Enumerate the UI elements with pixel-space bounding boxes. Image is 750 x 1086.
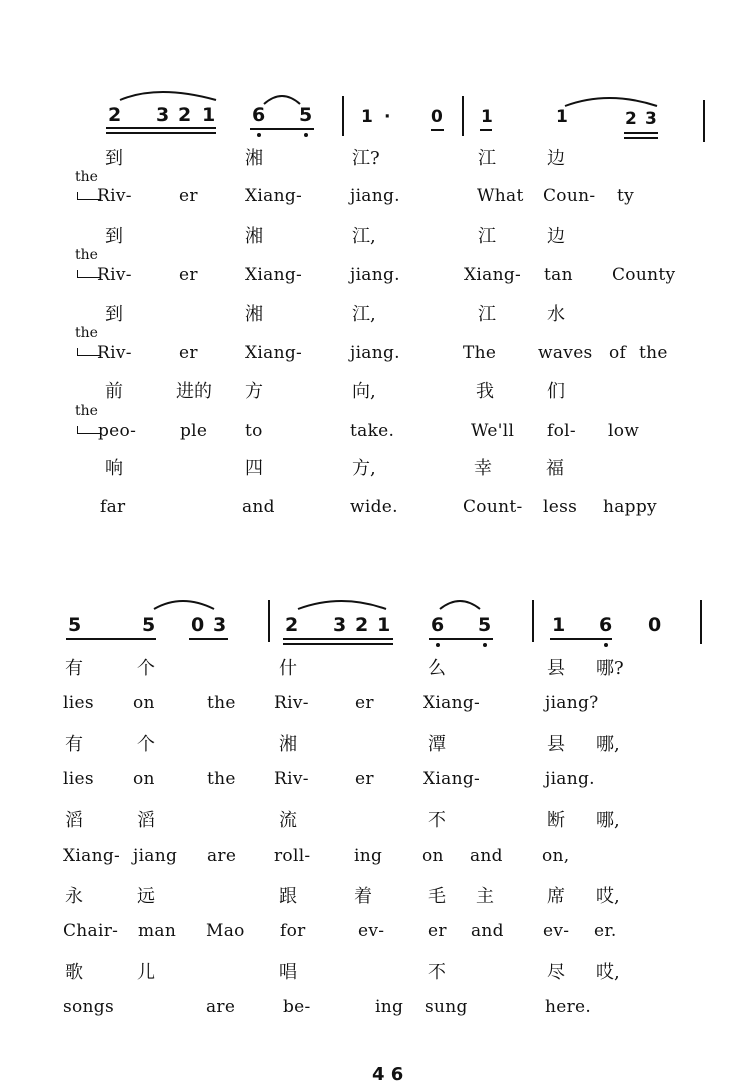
note: 2 [108, 104, 122, 126]
lyric-en: er [179, 343, 198, 363]
lyric-cn: 福 [546, 458, 564, 479]
lyric-en: Riv- [97, 343, 132, 363]
lyric-en: ing [354, 846, 383, 866]
lyric-en: County [612, 265, 676, 285]
underline [550, 638, 612, 640]
lyric-en: jiang? [545, 693, 599, 713]
underline [250, 128, 314, 130]
lyric-cn: 到 [105, 148, 123, 169]
bracket-mark [77, 426, 100, 434]
lyric-cn: 响 [105, 458, 123, 479]
lyric-en: are [207, 846, 237, 866]
bar-line [342, 96, 344, 136]
lyric-en: Xiang- [464, 265, 522, 285]
note: 1 [202, 104, 216, 126]
slur-mark [152, 597, 216, 611]
lyric-cn: 唱 [279, 962, 297, 983]
note: 1 [552, 614, 566, 636]
low-octave-dot [304, 133, 308, 137]
note: 1 [481, 107, 493, 127]
lyric-en: lies [63, 693, 94, 713]
lyric-cn: 湘 [279, 734, 297, 755]
lyric-cn: 到 [105, 226, 123, 247]
lyric-cn: 江 [478, 148, 496, 169]
note: 1 [377, 614, 391, 636]
lyric-en: ple [180, 421, 208, 441]
double-underline [624, 132, 658, 139]
lyric-en: We'll [471, 421, 515, 441]
page-number-text: 4 6 [372, 1064, 404, 1085]
lyric-cn: 湘 [245, 226, 263, 247]
lyric-en: Riv- [97, 186, 132, 206]
lyric-en: Riv- [97, 265, 132, 285]
lyric-cn: 哎, [596, 886, 620, 907]
lyric-en: on, [542, 846, 570, 866]
lyric-en: jiang. [350, 186, 400, 206]
lyric-cn: 个 [137, 658, 155, 679]
note: 1 [361, 107, 373, 127]
lyric-en: sung [425, 997, 468, 1017]
lyric-cn: 席 [547, 886, 565, 907]
lyric-cn: 江 [478, 304, 496, 325]
lyric-the: the [75, 325, 98, 341]
note: 3 [213, 614, 227, 636]
lyric-the: the [75, 169, 98, 185]
lyric-cn: 边 [547, 148, 565, 169]
lyric-cn: 哪, [596, 810, 620, 831]
lyric-cn: 幸 [474, 458, 492, 479]
lyric-en: the [207, 693, 236, 713]
lyric-en: Xiang- [423, 769, 481, 789]
lyric-en: Xiang- [245, 265, 303, 285]
lyric-cn: 着 [354, 886, 372, 907]
underline [66, 638, 156, 640]
lyric-en: Chair- [63, 921, 119, 941]
lyric-cn: 哪? [596, 658, 624, 679]
lyric-cn: 县 [547, 734, 565, 755]
lyric-cn: 个 [137, 734, 155, 755]
lyric-cn: 滔 [137, 810, 155, 831]
bar-line [268, 600, 270, 642]
lyric-en: and [242, 497, 275, 517]
lyric-en: peo- [98, 421, 137, 441]
lyric-en: far [100, 497, 126, 517]
lyric-en: Xiang- [63, 846, 121, 866]
lyric-cn: 边 [547, 226, 565, 247]
lyric-en: lies [63, 769, 94, 789]
lyric-en: happy [603, 497, 657, 517]
lyric-en: Riv- [274, 769, 309, 789]
lyric-en: waves [538, 343, 593, 363]
lyric-en: the [207, 769, 236, 789]
double-underline [106, 127, 216, 134]
lyric-cn: 尽 [547, 962, 565, 983]
lyric-en: The [463, 343, 497, 363]
slur-mark [438, 597, 482, 611]
note: 3 [156, 104, 170, 126]
slur-mark [262, 92, 302, 106]
note: 3 [333, 614, 347, 636]
page-number [372, 1064, 404, 1085]
note: 3 [645, 109, 657, 129]
lyric-cn: 我 [476, 381, 494, 402]
slur-mark [563, 94, 659, 108]
lyric-cn: 什 [279, 658, 297, 679]
lyric-cn: 江, [352, 304, 376, 325]
underline [431, 129, 444, 131]
lyric-en: are [206, 997, 236, 1017]
underline [429, 638, 493, 640]
lyric-cn: 哎, [596, 962, 620, 983]
lyric-cn: 向, [352, 381, 376, 402]
lyric-en: er. [594, 921, 617, 941]
lyric-cn: 方, [352, 458, 376, 479]
lyric-cn: 方 [245, 381, 263, 402]
lyric-en: and [470, 846, 503, 866]
note: 1 [556, 107, 568, 127]
lyric-cn: 远 [137, 886, 155, 907]
lyric-cn: 进的 [176, 381, 212, 402]
lyric-en: Riv- [274, 693, 309, 713]
lyric-en: What [477, 186, 524, 206]
lyric-en: of [609, 343, 627, 363]
lyric-cn: 们 [547, 381, 565, 402]
lyric-en: and [471, 921, 504, 941]
underline [189, 638, 228, 640]
lyric-en: Xiang- [245, 186, 303, 206]
rest: 0 [191, 614, 205, 636]
lyric-en: er [355, 693, 374, 713]
lyric-en: on [422, 846, 444, 866]
double-underline [283, 638, 393, 645]
lyric-cn: 毛 [428, 886, 446, 907]
dot-augmentation: · [384, 107, 391, 127]
lyric-cn: 不 [428, 962, 446, 983]
bar-line [700, 600, 702, 644]
low-octave-dot [257, 133, 261, 137]
lyric-cn: 湘 [245, 148, 263, 169]
lyric-en: the [639, 343, 668, 363]
note: 2 [178, 104, 192, 126]
lyric-en: jiang [133, 846, 178, 866]
lyric-cn: 有 [65, 734, 83, 755]
low-octave-dot [436, 643, 440, 647]
slur-mark [296, 597, 388, 611]
lyric-cn: 江, [352, 226, 376, 247]
lyric-en: ev- [358, 921, 385, 941]
lyric-cn: 不 [428, 810, 446, 831]
lyric-en: Coun- [543, 186, 596, 206]
rest: 0 [648, 614, 662, 636]
rest: 0 [431, 107, 443, 127]
lyric-en: ing [375, 997, 404, 1017]
lyric-en: take. [350, 421, 395, 441]
lyric-cn: 么 [428, 658, 446, 679]
lyric-cn: 到 [105, 304, 123, 325]
lyric-en: low [608, 421, 640, 441]
note: 6 [252, 104, 266, 126]
note: 2 [285, 614, 299, 636]
lyric-cn: 前 [105, 381, 123, 402]
lyric-cn: 主 [476, 886, 494, 907]
slur-mark [118, 86, 218, 102]
note: 5 [299, 104, 313, 126]
low-octave-dot [604, 643, 608, 647]
lyric-the: the [75, 403, 98, 419]
lyric-en: on [133, 693, 155, 713]
lyric-cn: 哪, [596, 734, 620, 755]
lyric-en: ev- [543, 921, 570, 941]
lyric-en: wide. [350, 497, 398, 517]
lyric-en: Mao [206, 921, 245, 941]
lyric-en: Xiang- [423, 693, 481, 713]
note: 2 [625, 109, 637, 129]
lyric-cn: 滔 [65, 810, 83, 831]
note: 2 [355, 614, 369, 636]
low-octave-dot [483, 643, 487, 647]
lyric-the: the [75, 247, 98, 263]
lyric-en: less [543, 497, 578, 517]
lyric-en: here. [545, 997, 592, 1017]
lyric-en: jiang. [545, 769, 595, 789]
lyric-cn: 儿 [137, 962, 155, 983]
lyric-cn: 江? [352, 148, 380, 169]
lyric-cn: 断 [547, 810, 565, 831]
lyric-cn: 江 [478, 226, 496, 247]
note: 5 [478, 614, 492, 636]
lyric-en: roll- [274, 846, 311, 866]
lyric-en: tan [544, 265, 573, 285]
lyric-cn: 流 [279, 810, 297, 831]
lyric-en: songs [63, 997, 115, 1017]
bar-line [703, 100, 705, 142]
lyric-cn: 有 [65, 658, 83, 679]
lyric-en: er [179, 186, 198, 206]
lyric-en: Count- [463, 497, 523, 517]
lyric-cn: 水 [547, 304, 565, 325]
lyric-en: be- [283, 997, 311, 1017]
note: 6 [599, 614, 613, 636]
lyric-cn: 县 [547, 658, 565, 679]
lyric-cn: 跟 [279, 886, 297, 907]
lyric-en: to [245, 421, 263, 441]
underline [480, 129, 492, 131]
note: 5 [68, 614, 82, 636]
lyric-en: ty [617, 186, 635, 206]
note: 6 [431, 614, 445, 636]
lyric-en: on [133, 769, 155, 789]
lyric-en: er [179, 265, 198, 285]
lyric-en: man [138, 921, 177, 941]
lyric-en: jiang. [350, 265, 400, 285]
lyric-cn: 四 [245, 458, 263, 479]
lyric-en: Xiang- [245, 343, 303, 363]
lyric-en: for [280, 921, 306, 941]
lyric-cn: 永 [65, 886, 83, 907]
bar-line [532, 600, 534, 642]
lyric-cn: 潭 [428, 734, 446, 755]
lyric-en: er [355, 769, 374, 789]
lyric-cn: 歌 [65, 962, 83, 983]
lyric-en: er [428, 921, 447, 941]
lyric-en: fol- [547, 421, 576, 441]
lyric-cn: 湘 [245, 304, 263, 325]
lyric-en: jiang. [350, 343, 400, 363]
bar-line [462, 96, 464, 136]
note: 5 [142, 614, 156, 636]
